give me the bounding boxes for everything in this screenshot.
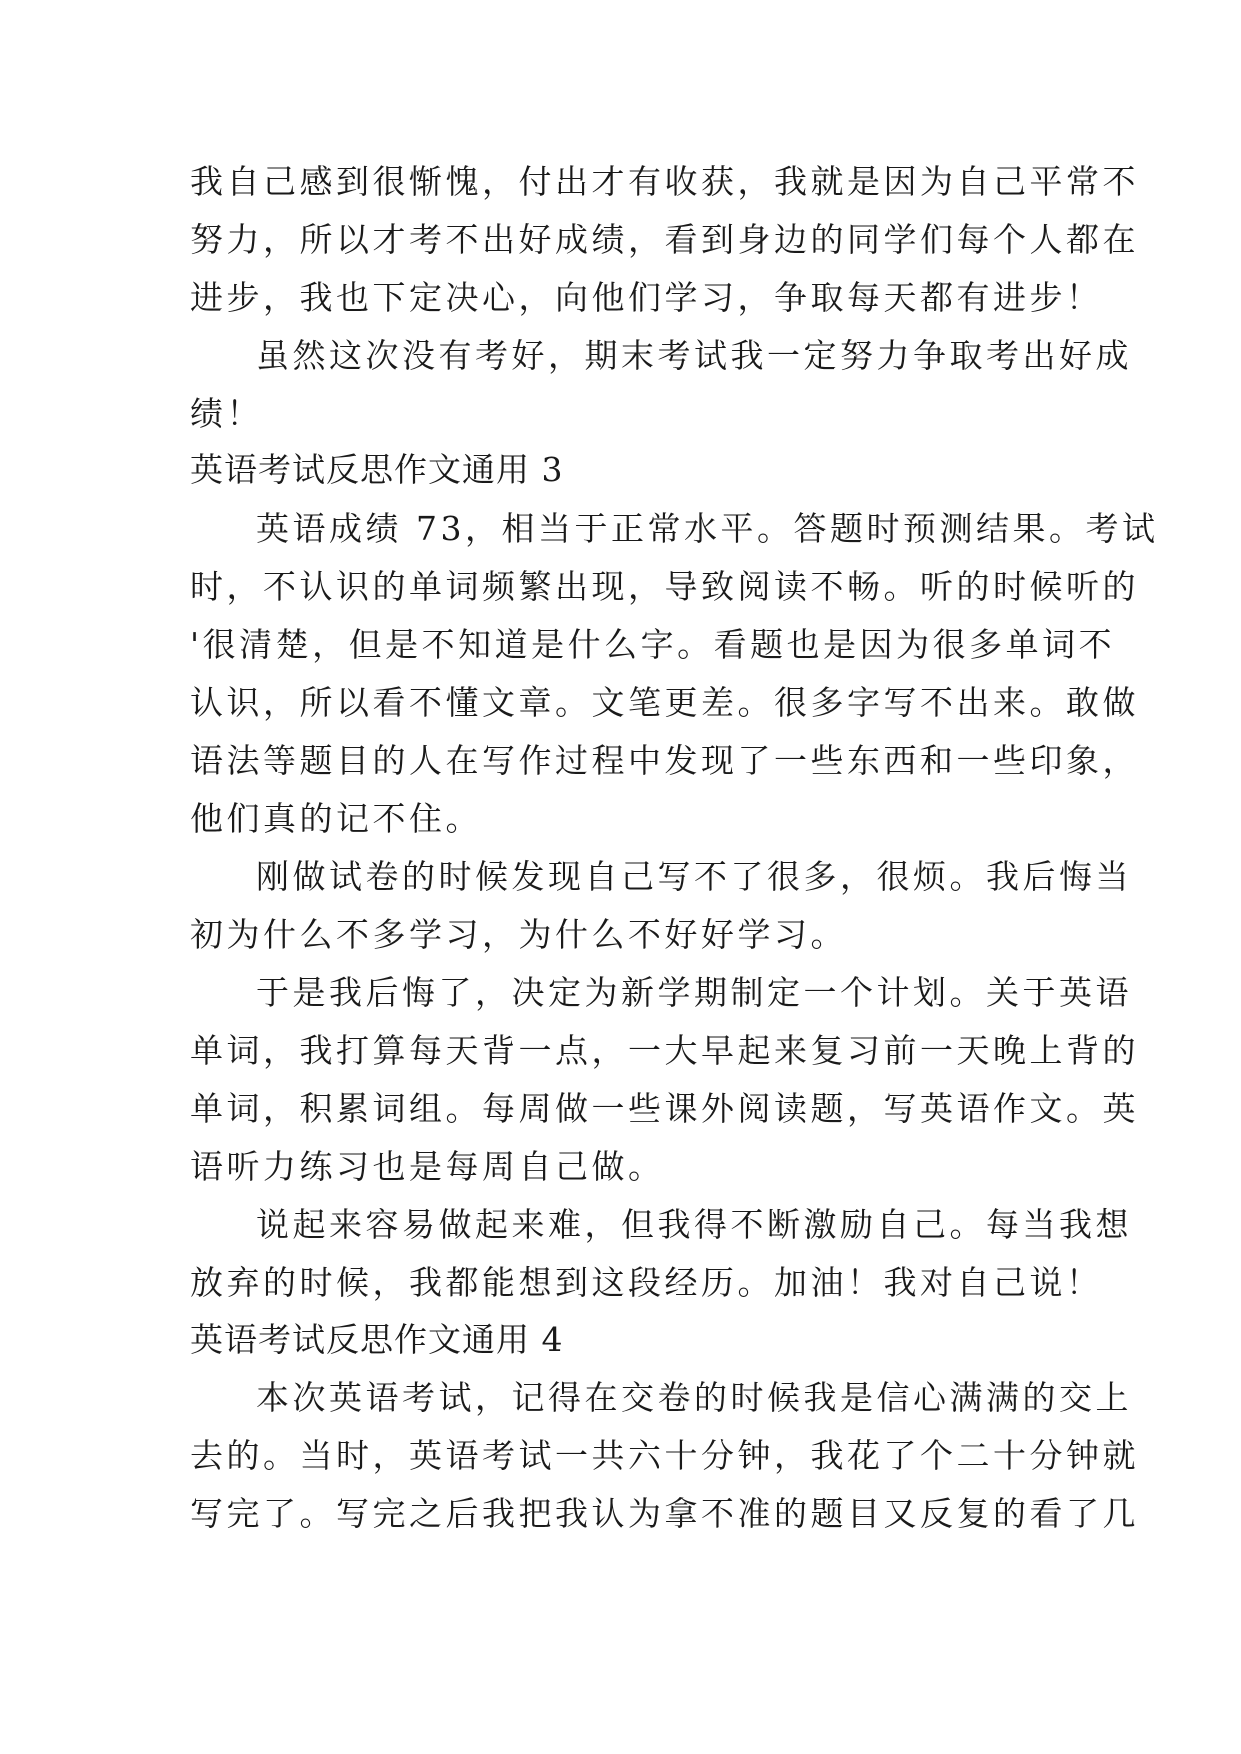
body-text-line: '很清楚，但是不知道是什么字。看题也是因为很多单词不 (190, 625, 1116, 664)
paragraph-first-line: 虽然这次没有考好，期末考试我一定努力争取考出好成 (256, 336, 1132, 375)
body-text-line: 语听力练习也是每周自己做。 (190, 1147, 665, 1186)
paragraph-first-line: 于是我后悔了，决定为新学期制定一个计划。关于英语 (256, 973, 1132, 1012)
paragraph-first-line: 英语成绩 73，相当于正常水平。答题时预测结果。考试 (256, 509, 1159, 548)
body-text-line: 放弃的时候，我都能想到这段经历。加油！我对自己说！ (190, 1263, 1103, 1302)
body-text-line: 绩！ (190, 394, 263, 433)
body-text-line: 我自己感到很惭愧，付出才有收获，我就是因为自己平常不 (190, 162, 1139, 201)
body-text-line: 去的。当时，英语考试一共六十分钟，我花了个二十分钟就 (190, 1436, 1139, 1475)
body-text-line: 单词，积累词组。每周做一些课外阅读题，写英语作文。英 (190, 1089, 1139, 1128)
body-text-line: 语法等题目的人在写作过程中发现了一些东西和一些印象， (190, 741, 1139, 780)
section-heading: 英语考试反思作文通用 3 (190, 450, 564, 489)
body-text-line: 进步，我也下定决心，向他们学习，争取每天都有进步！ (190, 278, 1103, 317)
body-text-line: 认识，所以看不懂文章。文笔更差。很多字写不出来。敢做 (190, 683, 1139, 722)
body-text-line: 单词，我打算每天背一点，一大早起来复习前一天晚上背的 (190, 1031, 1139, 1070)
body-text-line: 初为什么不多学习，为什么不好好学习。 (190, 915, 847, 954)
body-text-line: 他们真的记不住。 (190, 799, 482, 838)
section-heading: 英语考试反思作文通用 4 (190, 1320, 564, 1359)
paragraph-first-line: 刚做试卷的时候发现自己写不了很多，很烦。我后悔当 (256, 857, 1132, 896)
body-text-line: 努力，所以才考不出好成绩，看到身边的同学们每个人都在 (190, 220, 1139, 259)
body-text-line: 时，不认识的单词频繁出现，导致阅读不畅。听的时候听的 (190, 567, 1139, 606)
paragraph-first-line: 说起来容易做起来难，但我得不断激励自己。每当我想 (256, 1205, 1132, 1244)
paragraph-first-line: 本次英语考试，记得在交卷的时候我是信心满满的交上 (256, 1378, 1132, 1417)
body-text-line: 写完了。写完之后我把我认为拿不准的题目又反复的看了几 (190, 1494, 1139, 1533)
